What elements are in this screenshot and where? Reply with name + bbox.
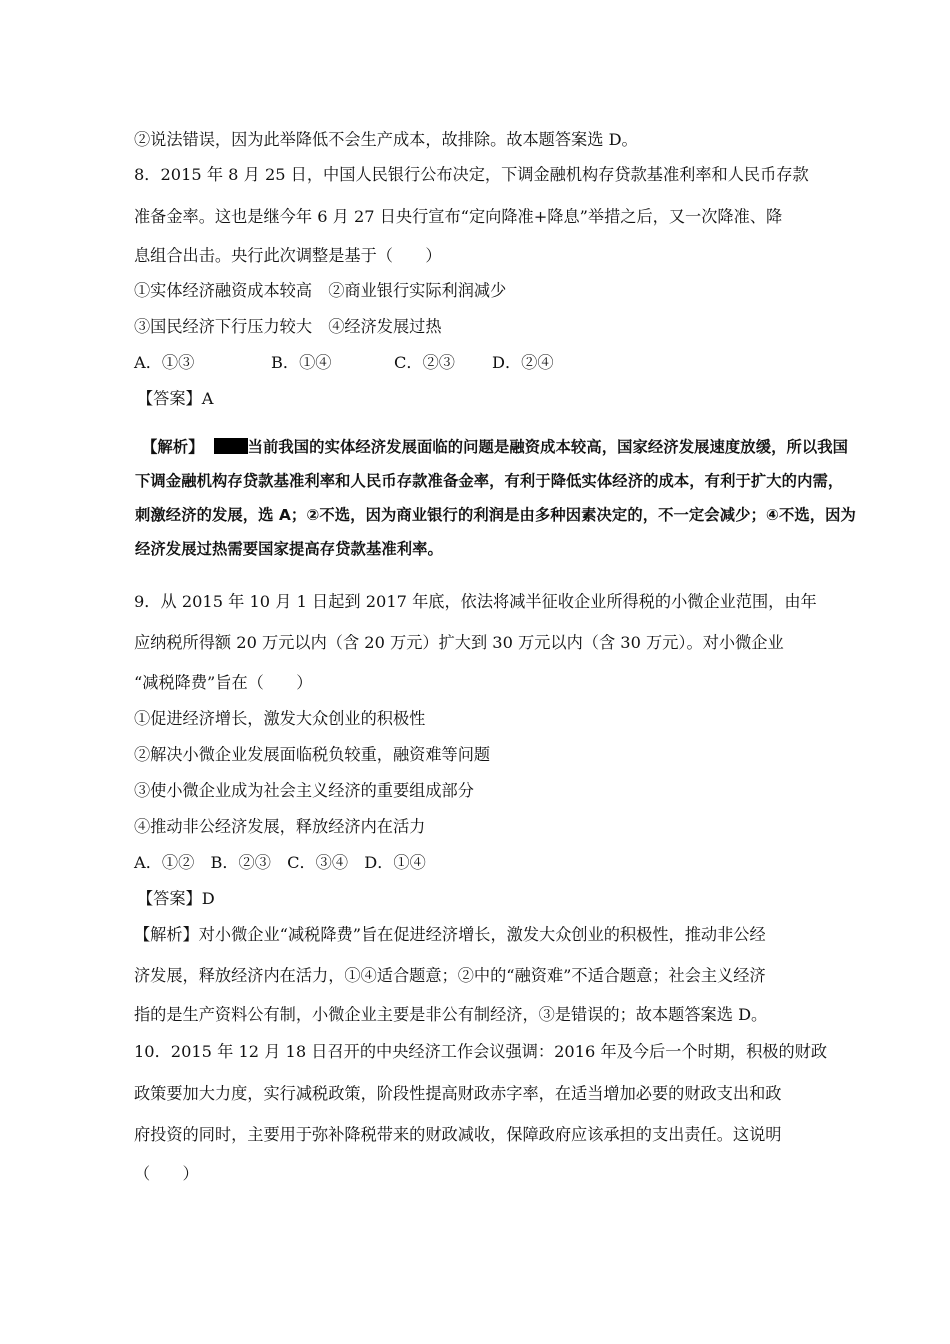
q8-analysis-line-1 bbox=[142, 437, 848, 457]
q10-stem-line-1: 10．2015 年 12 月 18 日召开的中央经济工作会议强调：2016 年及今后一个时期，积极的财政 bbox=[134, 1042, 828, 1061]
q8-option-d: D．②④ bbox=[492, 353, 554, 372]
q9-analysis-line-3: 指的是生产资料公有制，小微企业主要是非公有制经济，③是错误的；故本题答案选 D。 bbox=[134, 1005, 768, 1024]
q10-stem-line-2: 政策要加大力度，实行减税政策，阶段性提高财政赤字率，在适当增加必要的财政支出和政 bbox=[134, 1084, 782, 1103]
q8-option-a: A．①③ bbox=[134, 353, 195, 372]
q8-stem-line-1: 8．2015 年 8 月 25 日，中国人民银行公布决定，下调金融机构存贷款基准利率和人民币存款 bbox=[134, 165, 809, 184]
q10-stem-line-4: （ ） bbox=[134, 1164, 199, 1183]
q9-item-line-2: ②解决小微企业发展面临税负较重，融资难等问题 bbox=[134, 745, 491, 764]
q7-tail: ②说法错误，因为此举降低不会生产成本，故排除。故本题答案选 D。 bbox=[134, 130, 638, 149]
q9-analysis-line-1: 【解析】对小微企业“减税降费”旨在促进经济增长，激发大众创业的积极性，推动非公经 bbox=[134, 925, 766, 944]
q8-analysis-line-4: 经济发展过热需要国家提高存贷款基准利率。 bbox=[135, 540, 443, 558]
q9-options: A．①② B．②③ C．③④ D．①④ bbox=[134, 853, 426, 872]
q8-stem-line-2: 准备金率。这也是继今年 6 月 27 日央行宣布“定向降准+降息”举措之后，又一次降准、降 bbox=[134, 207, 783, 226]
q8-option-b: B．①④ bbox=[271, 353, 332, 372]
q9-answer: 【答案】D bbox=[137, 889, 215, 908]
q10-stem-line-3: 府投资的同时，主要用于弥补降税带来的财政减收，保障政府应该承担的支出责任。这说明 bbox=[134, 1125, 782, 1144]
q8-analysis-line-3: 刺激经济的发展，选 A；②不选，因为商业银行的利润是由多种因素决定的，不一定会减少；④不选，因为 bbox=[135, 506, 856, 524]
q8-answer: 【答案】A bbox=[137, 389, 214, 408]
q9-stem-line-2: 应纳税所得额 20 万元以内（含 20 万元）扩大到 30 万元以内（含 30 万元）。对小微企业 bbox=[134, 633, 784, 652]
q8-item-line-2: ③国民经济下行压力较大 ④经济发展过热 bbox=[134, 317, 442, 336]
q8-analysis-text-1: 当前我国的实体经济发展面临的问题是融资成本较高，国家经济发展速度放缓，所以我国 bbox=[247, 438, 849, 456]
q8-item-line-1: ①实体经济融资成本较高 ②商业银行实际利润减少 bbox=[134, 281, 507, 300]
redaction-block bbox=[214, 438, 248, 454]
q9-stem-line-3: “减税降费”旨在（ ） bbox=[134, 673, 313, 692]
q8-option-c: C．②③ bbox=[394, 353, 455, 372]
q9-item-line-1: ①促进经济增长，激发大众创业的积极性 bbox=[134, 709, 426, 728]
q8-stem-line-3: 息组合出击。央行此次调整是基于（ ） bbox=[134, 246, 442, 265]
q8-options bbox=[134, 353, 554, 373]
q9-stem-line-1: 9．从 2015 年 10 月 1 日起到 2017 年底，依法将减半征收企业所得税的小微企业范围，由年 bbox=[134, 592, 817, 611]
q9-item-line-4: ④推动非公经济发展，释放经济内在活力 bbox=[134, 817, 426, 836]
q8-analysis-label: 【解析】 bbox=[142, 438, 204, 456]
q9-analysis-line-2: 济发展，释放经济内在活力，①④适合题意；②中的“融资难”不适合题意；社会主义经济 bbox=[134, 966, 766, 985]
q9-item-line-3: ③使小微企业成为社会主义经济的重要组成部分 bbox=[134, 781, 474, 800]
q8-analysis-line-2: 下调金融机构存贷款基准利率和人民币存款准备金率，有利于降低实体经济的成本，有利于扩大的内需， bbox=[135, 472, 844, 490]
